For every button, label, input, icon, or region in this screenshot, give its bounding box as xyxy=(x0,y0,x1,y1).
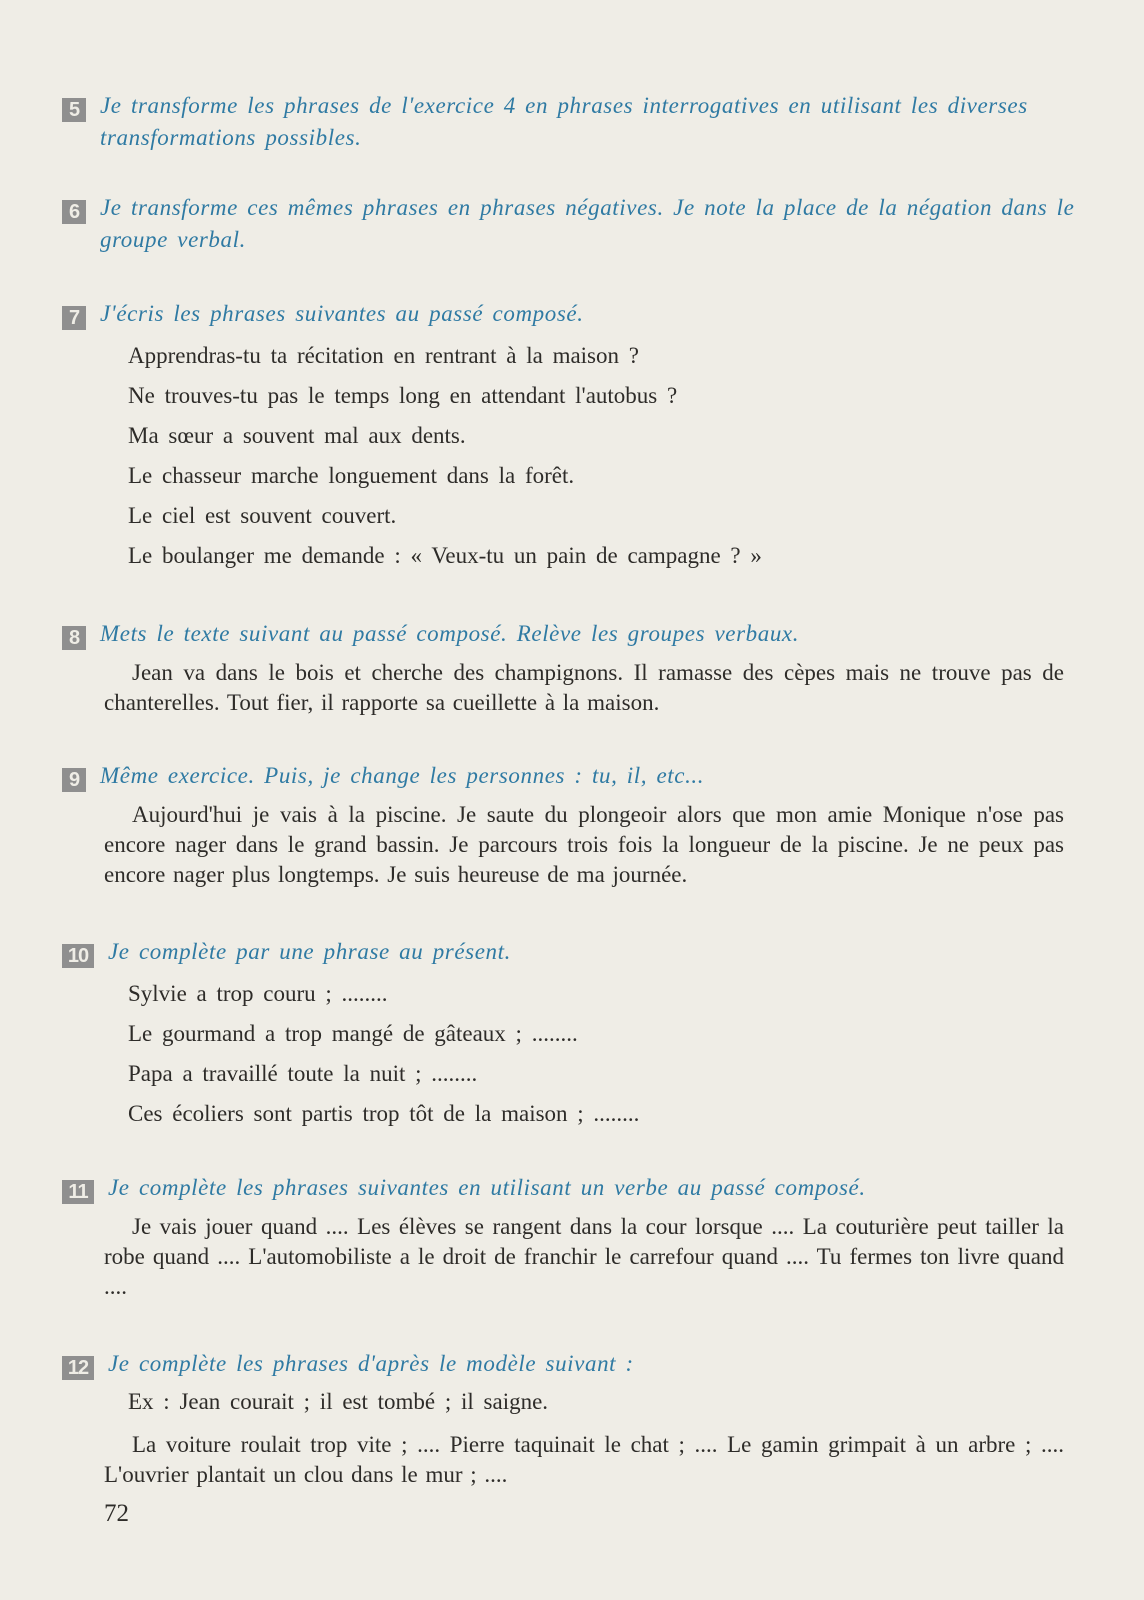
exercise-11 xyxy=(62,1172,1082,1302)
exercise-number-badge: 7 xyxy=(62,306,86,330)
exercise-number-badge: 9 xyxy=(62,768,86,792)
exercise-number-badge: 8 xyxy=(62,626,86,650)
sentence-line: Le boulanger me demande : « Veux-tu un pain de campagne ? » xyxy=(128,543,762,568)
exercise-6 xyxy=(62,192,1082,256)
exercise-instruction: Je transforme ces mêmes phrases en phrases négatives. Je note la place de la négation dans le groupe verbal. xyxy=(100,195,1075,252)
exercise-text: Aujourd'hui je vais à la piscine. Je saute du plongeoir alors que mon amie Monique n'ose pas encore nager dans le grand bassin. Je parcours trois fois la longueur de la piscine. Je ne peux pas encore nager plus longtemps. Je suis heureuse de ma journée. xyxy=(104,802,1064,887)
sentence-line: Le ciel est souvent couvert. xyxy=(128,503,397,528)
exercise-instruction: J'écris les phrases suivantes au passé composé. xyxy=(100,301,584,326)
exercise-number-badge: 6 xyxy=(62,200,86,224)
exercise-instruction: Je complète les phrases suivantes en utilisant un verbe au passé composé. xyxy=(108,1175,866,1200)
sentence-list xyxy=(128,974,1082,1134)
exercise-9 xyxy=(62,760,1082,890)
exercise-number-badge: 11 xyxy=(62,1180,94,1204)
sentence-line: Ces écoliers sont partis trop tôt de la maison ; ........ xyxy=(128,1101,640,1126)
example-sentence: Ex : Jean courait ; il est tombé ; il saigne. xyxy=(128,1389,549,1414)
sentence-line: Apprendras-tu ta récitation en rentrant à la maison ? xyxy=(128,343,639,368)
sentence-list xyxy=(128,336,1082,576)
exercise-7 xyxy=(62,298,1082,576)
exercise-text: Je vais jouer quand .... Les élèves se rangent dans la cour lorsque .... La couturière peut tailler la robe quand .... L'automobiliste a le droit de franchir le carrefour quand .... Tu fermes ton livre quand .... xyxy=(104,1214,1064,1299)
exercise-text: La voiture roulait trop vite ; .... Pierre taquinait le chat ; .... Le gamin grimpait à un arbre ; .... L'ouvrier plantait un clou dans le mur ; .... xyxy=(104,1432,1064,1487)
exercise-instruction: Même exercice. Puis, je change les personnes : tu, il, etc... xyxy=(100,763,705,788)
exercise-5 xyxy=(62,90,1082,154)
sentence-line: Le chasseur marche longuement dans la forêt. xyxy=(128,463,575,488)
exercise-12 xyxy=(62,1348,1082,1490)
sentence-line: Ne trouves-tu pas le temps long en attendant l'autobus ? xyxy=(128,383,678,408)
sentence-line: Sylvie a trop couru ; ........ xyxy=(128,981,388,1006)
exercise-8 xyxy=(62,618,1082,718)
sentence-line: Ma sœur a souvent mal aux dents. xyxy=(128,423,466,448)
exercise-number-badge: 5 xyxy=(62,98,86,122)
exercise-number-badge: 10 xyxy=(62,944,94,968)
page-number: 72 xyxy=(104,1500,129,1527)
exercise-number-badge: 12 xyxy=(62,1356,94,1380)
sentence-line: Le gourmand a trop mangé de gâteaux ; ........ xyxy=(128,1021,578,1046)
exercise-instruction: Mets le texte suivant au passé composé. Relève les groupes verbaux. xyxy=(100,621,800,646)
exercise-instruction: Je complète par une phrase au présent. xyxy=(108,939,511,964)
exercise-instruction: Je transforme les phrases de l'exercice 4 en phrases interrogatives en utilisant les diverses transformations possibles. xyxy=(100,93,1028,150)
sentence-line: Papa a travaillé toute la nuit ; ........ xyxy=(128,1061,478,1086)
exercise-text: Jean va dans le bois et cherche des champignons. Il ramasse des cèpes mais ne trouve pas de chanterelles. Tout fier, il rapporte sa cueillette à la maison. xyxy=(104,660,1064,715)
example-line-wrap xyxy=(128,1382,1082,1422)
exercise-10 xyxy=(62,936,1082,1134)
exercise-instruction: Je complète les phrases d'après le modèle suivant : xyxy=(108,1351,634,1376)
